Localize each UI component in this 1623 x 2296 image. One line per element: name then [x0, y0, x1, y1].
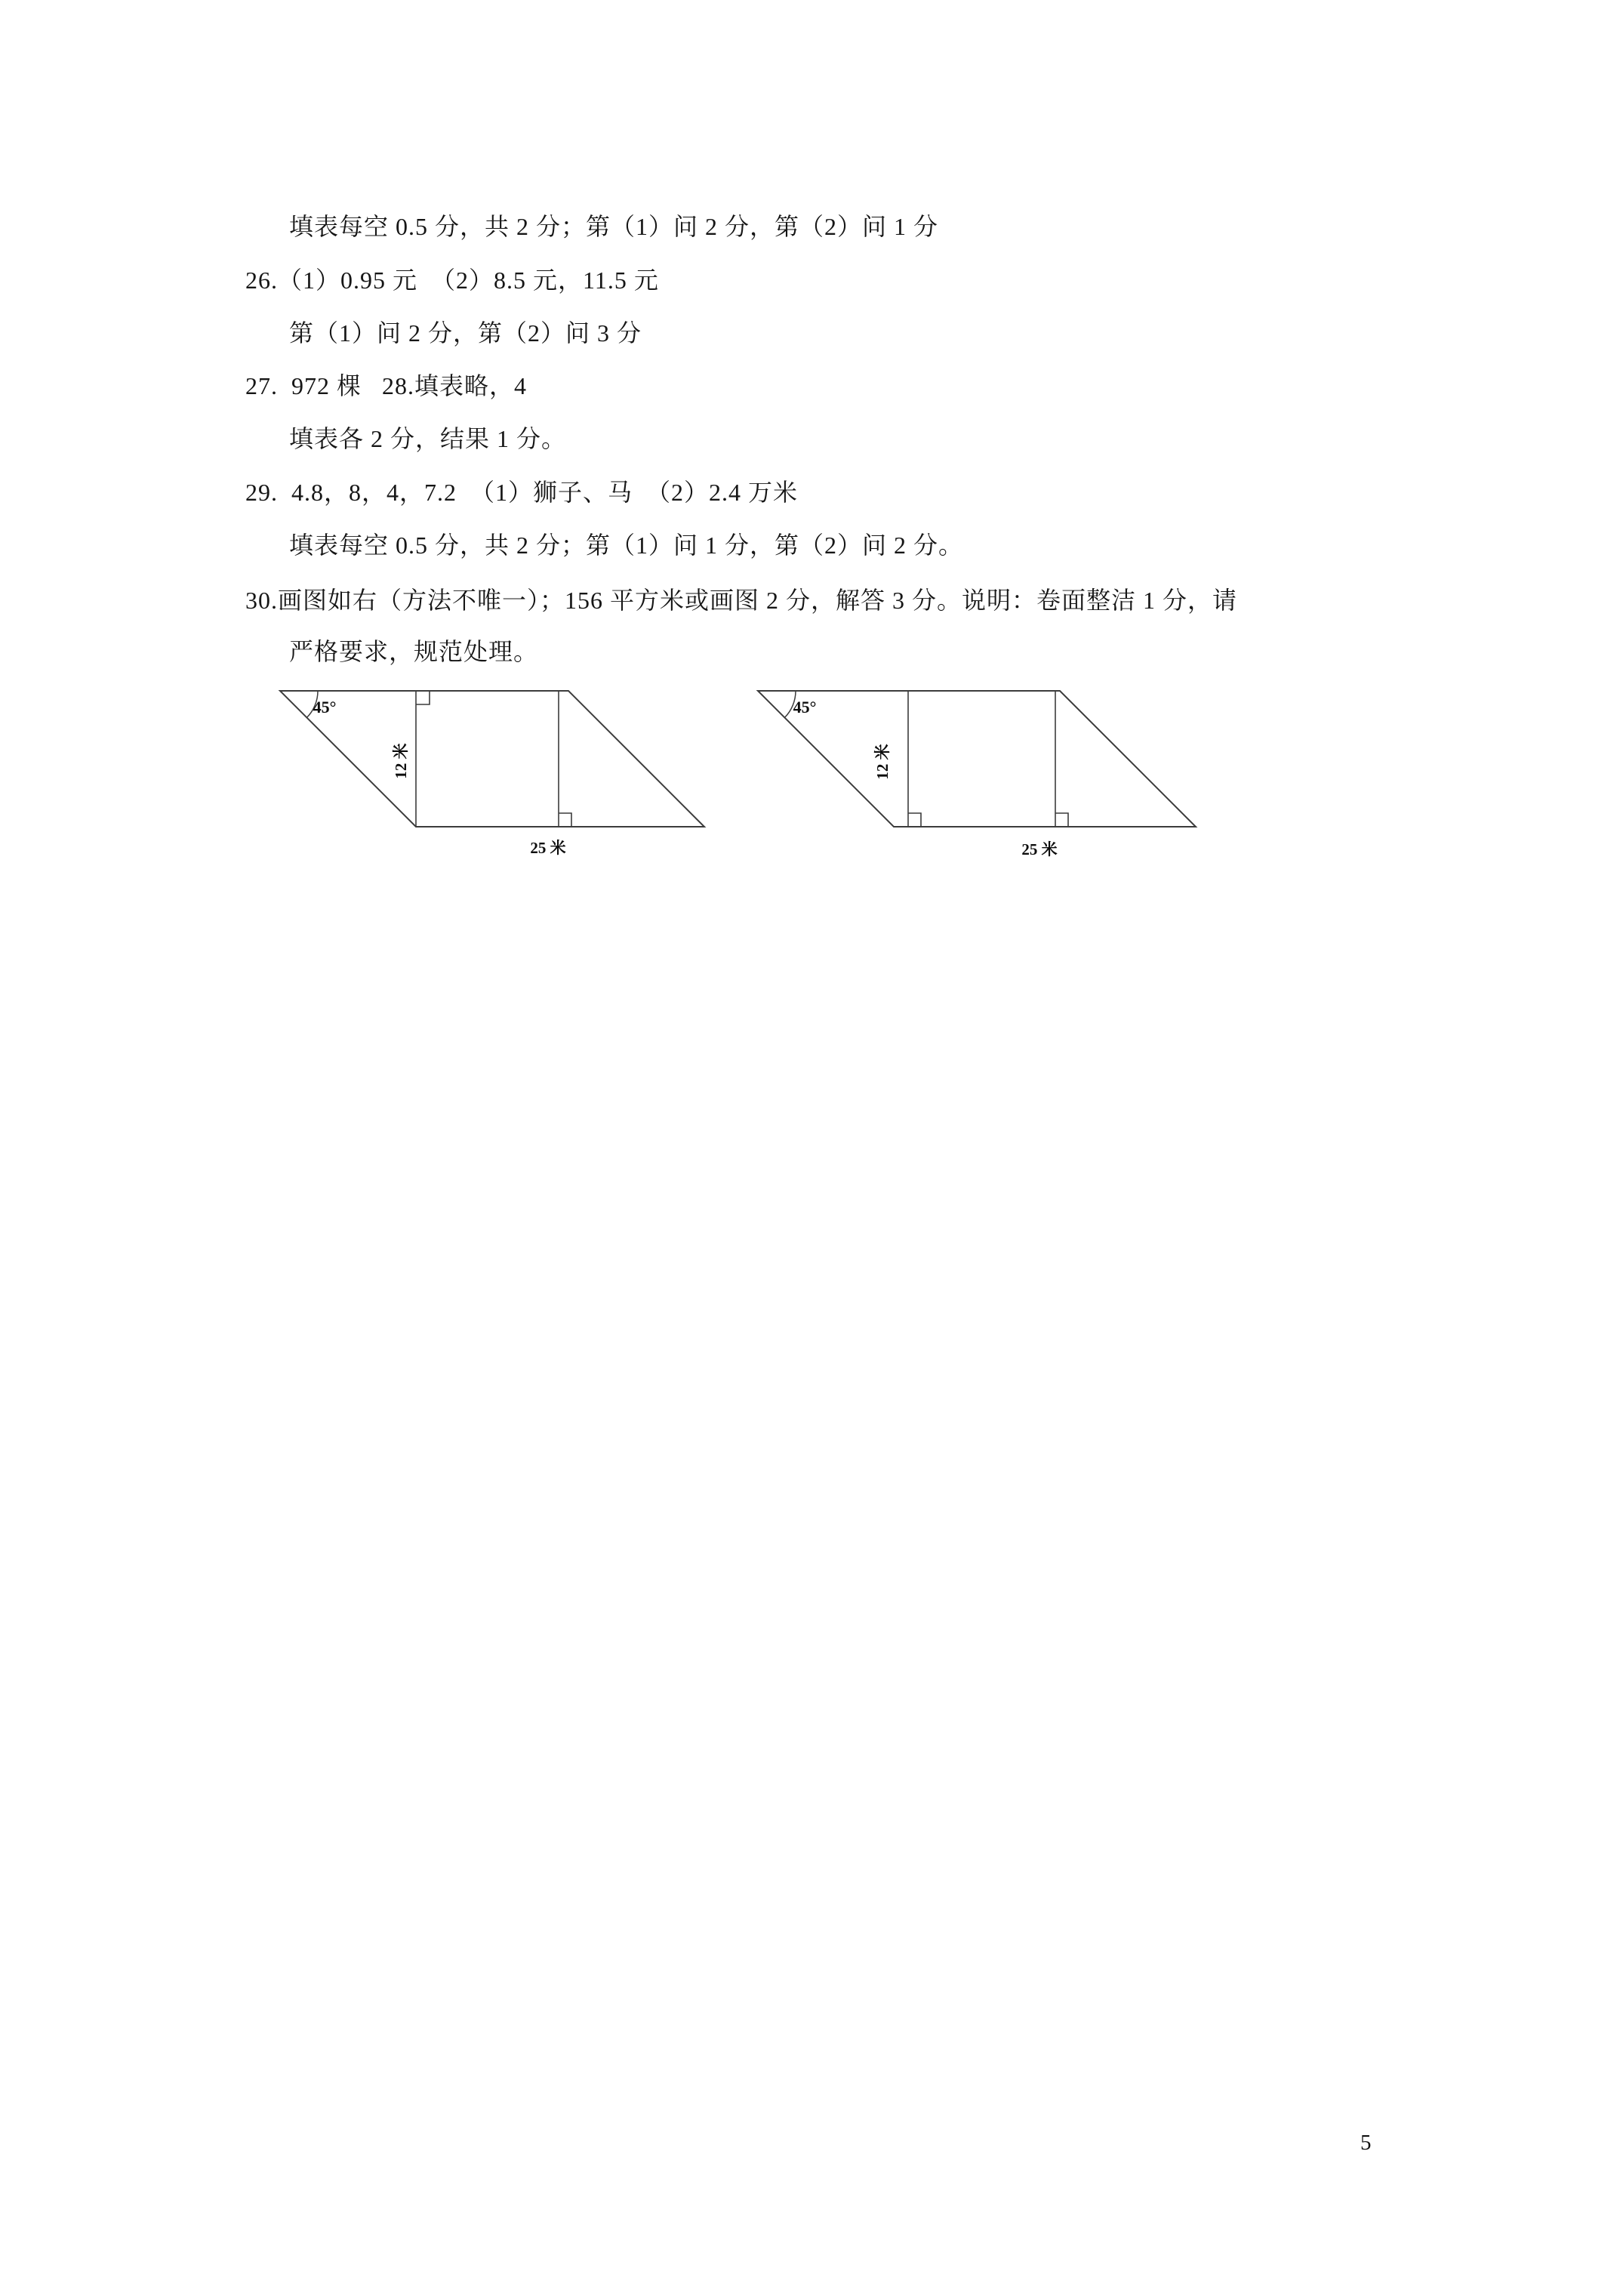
page-number: 5	[1360, 2131, 1372, 2155]
answer-line-30-cont: 严格要求，规范处理。	[289, 638, 539, 665]
answer-line-29: 29. 4.8，8，4，7.2 （1）狮子、马 （2）2.4 万米	[245, 479, 799, 506]
answer-line-26-scoring: 第（1）问 2 分，第（2）问 3 分	[289, 319, 642, 347]
parallelogram-diagram-right	[725, 664, 1253, 914]
parallelogram-outline	[280, 691, 704, 827]
answer-line-27-28: 27. 972 棵 28.填表略，4	[245, 372, 528, 399]
height-label: 12 米	[873, 744, 892, 780]
right-angle-marker-left	[908, 813, 921, 827]
answer-line-28-scoring: 填表各 2 分，结果 1 分。	[289, 425, 567, 452]
base-label: 25 米	[530, 839, 566, 857]
parallelogram-diagram-left	[249, 664, 732, 914]
right-angle-marker-bottom	[559, 813, 571, 827]
angle-label: 45°	[793, 698, 817, 717]
right-angle-marker-right	[1055, 813, 1068, 827]
right-angle-marker-top	[416, 691, 430, 704]
angle-label: 45°	[313, 698, 337, 717]
base-label: 25 米	[1021, 840, 1058, 858]
answer-line-30: 30.画图如右（方法不唯一）；156 平方米或画图 2 分，解答 3 分。说明：卷面整洁 1 分，请	[245, 587, 1238, 614]
answer-line-26: 26.（1）0.95 元 （2）8.5 元，11.5 元	[245, 267, 659, 294]
answer-line-29-scoring: 填表每空 0.5 分，共 2 分；第（1）问 1 分，第（2）问 2 分。	[289, 532, 964, 559]
parallelogram-outline	[758, 691, 1196, 827]
answer-line-25-scoring: 填表每空 0.5 分，共 2 分；第（1）问 2 分，第（2）问 1 分	[289, 213, 939, 240]
height-label: 12 米	[392, 743, 410, 779]
